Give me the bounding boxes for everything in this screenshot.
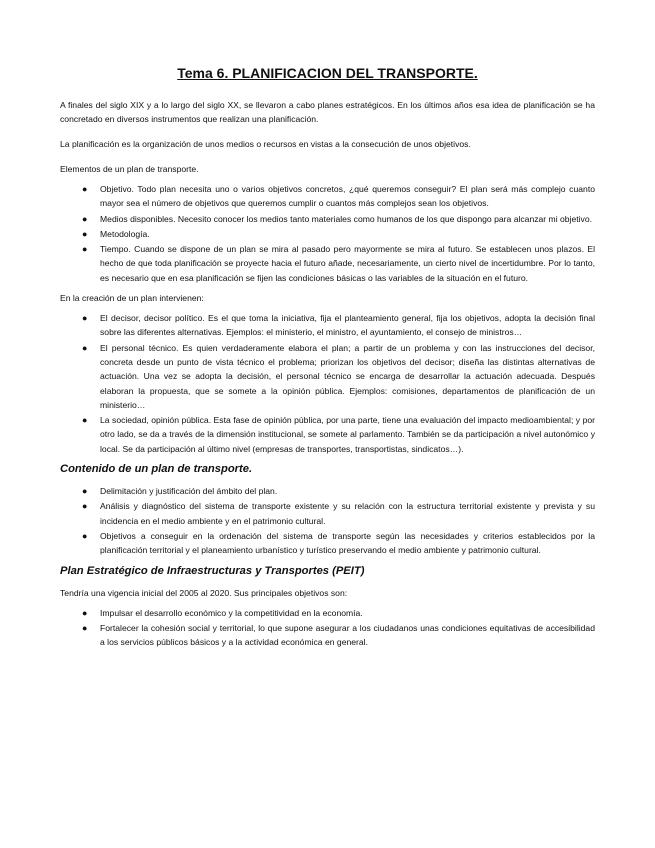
list-item: ● Impulsar el desarrollo económico y la competitividad en la economía. <box>60 606 595 620</box>
definition-paragraph: La planificación es la organización de unos medios o recursos en vistas a la consecución de unos objetivos. <box>60 139 471 149</box>
list-item: ● Tiempo. Cuando se dispone de un plan se mira al pasado pero mayormente se mira al futuro. Se establecen unos plazos. El hecho de que toda planificación se proyecte hacia el futuro añade, necesariamente, un cierto nivel de incertidumbre. Por lo tanto, es necesario que en esa planificación se fijen las condiciones básicas o las variables de la situación en el futuro. <box>82 244 595 283</box>
list-item: ● Análisis y diagnóstico del sistema de transporte existente y su relación con la estructura territorial existente y prevista y su incidencia en el medio ambiente y en el patrimonio cultural. <box>82 501 595 526</box>
elements-heading: Elementos de un plan de transporte. <box>60 164 199 174</box>
bullet-icon: ● <box>82 486 88 497</box>
list-item: ● Fortalecer la cohesión social y territorial, lo que supone asegurar a los ciudadanos unas condiciones equitativas de accesibilidad a los servicios públicos básicos y a la actividad económica en general. <box>82 622 595 648</box>
content-list <box>60 484 595 557</box>
bullet-icon: ● <box>82 501 88 512</box>
list-item: ● Objetivo. Todo plan necesita uno o varios objetivos concretos, ¿qué queremos conseguir? El plan será más complejo cuanto mayor sea el número de objetivos que queremos cumplir o cuantos más complejos sean los objetivos. <box>82 184 595 209</box>
peit-heading: Plan Estratégico de Infraestructuras y Transportes (PEIT) <box>60 564 365 577</box>
peit-intro: Tendría una vigencia inicial del 2005 al 2020. Sus principales objetivos son: <box>60 587 348 598</box>
bullet-icon: ● <box>82 607 88 618</box>
peit-objectives-list <box>60 606 595 650</box>
bullet-icon: ● <box>82 530 88 541</box>
bullet-icon: ● <box>82 622 88 633</box>
list-item: ● Medios disponibles. Necesito conocer los medios tanto materiales como humanos de los que dispongo para alcanzar mi objetivo. <box>60 212 595 226</box>
actors-list <box>60 311 595 456</box>
bullet-icon: ● <box>82 184 88 194</box>
list-item: ● Objetivos a conseguir en la ordenación del sistema de transporte según las necesidades y criterios establecidos por la planificación territorial y el planeamiento urbanístico y turístico preservando el medio ambiente y patrimonio cultural. <box>82 530 595 556</box>
actors-heading: En la creación de un plan intervienen: <box>60 293 204 304</box>
list-item: ● Delimitación y justificación del ámbito del plan. <box>60 484 595 498</box>
list-item: ● El decisor, decisor político. Es el que toma la iniciativa, fija el planteamiento general, fija los objetivos, adopta la decisión final sobre las diferentes alternativas. Ejemplos: el ministerio, el ministro, el ayuntamiento, el consejo de ministros… <box>82 313 595 338</box>
bullet-icon: ● <box>82 213 88 224</box>
bullet-icon: ● <box>82 313 88 324</box>
content-heading: Contenido de un plan de transporte. <box>60 463 253 476</box>
elements-list <box>60 182 595 285</box>
bullet-icon: ● <box>82 244 88 255</box>
list-item: ● La sociedad, opinión pública. Esta fase de opinión pública, por una parte, tiene una evaluación del impacto medioambiental; y por otro lado, se da a través de la dimensión institucional, se somete al parlamento. También se da participación a nivel autonómico y local. Se da participación al último nivel (empresas de transportes, transportistas, sindicatos…). <box>82 415 595 454</box>
document-title: Tema 6. PLANIFICACION DEL TRANSPORTE. <box>177 65 478 81</box>
list-item: ● El personal técnico. Es quien verdaderamente elabora el plan; a partir de un problema y con las instrucciones del decisor, concreta desde un punto de vista técnico el problema; priorizan los objetivos del decisor; diseña las distintas alternativas de actuación. Una vez se adopta la decisión, el personal técnico se encarga de desarrollar la actuación adecuada. Después elaboran la propuesta, que se somete a la opinión pública. Ejemplos: comisiones, departamentos de planificación de un ministerio… <box>82 342 595 410</box>
intro-paragraph: A finales del siglo XIX y a lo largo del siglo XX, se llevaron a cabo planes estratégicos. En los últimos años esa idea de planificación se ha concretado en diversos instrumentos que realizan una planificación. <box>60 100 595 124</box>
bullet-icon: ● <box>82 228 88 239</box>
bullet-icon: ● <box>82 415 88 426</box>
list-item: ● Metodología. <box>60 227 595 241</box>
bullet-icon: ● <box>82 342 88 353</box>
